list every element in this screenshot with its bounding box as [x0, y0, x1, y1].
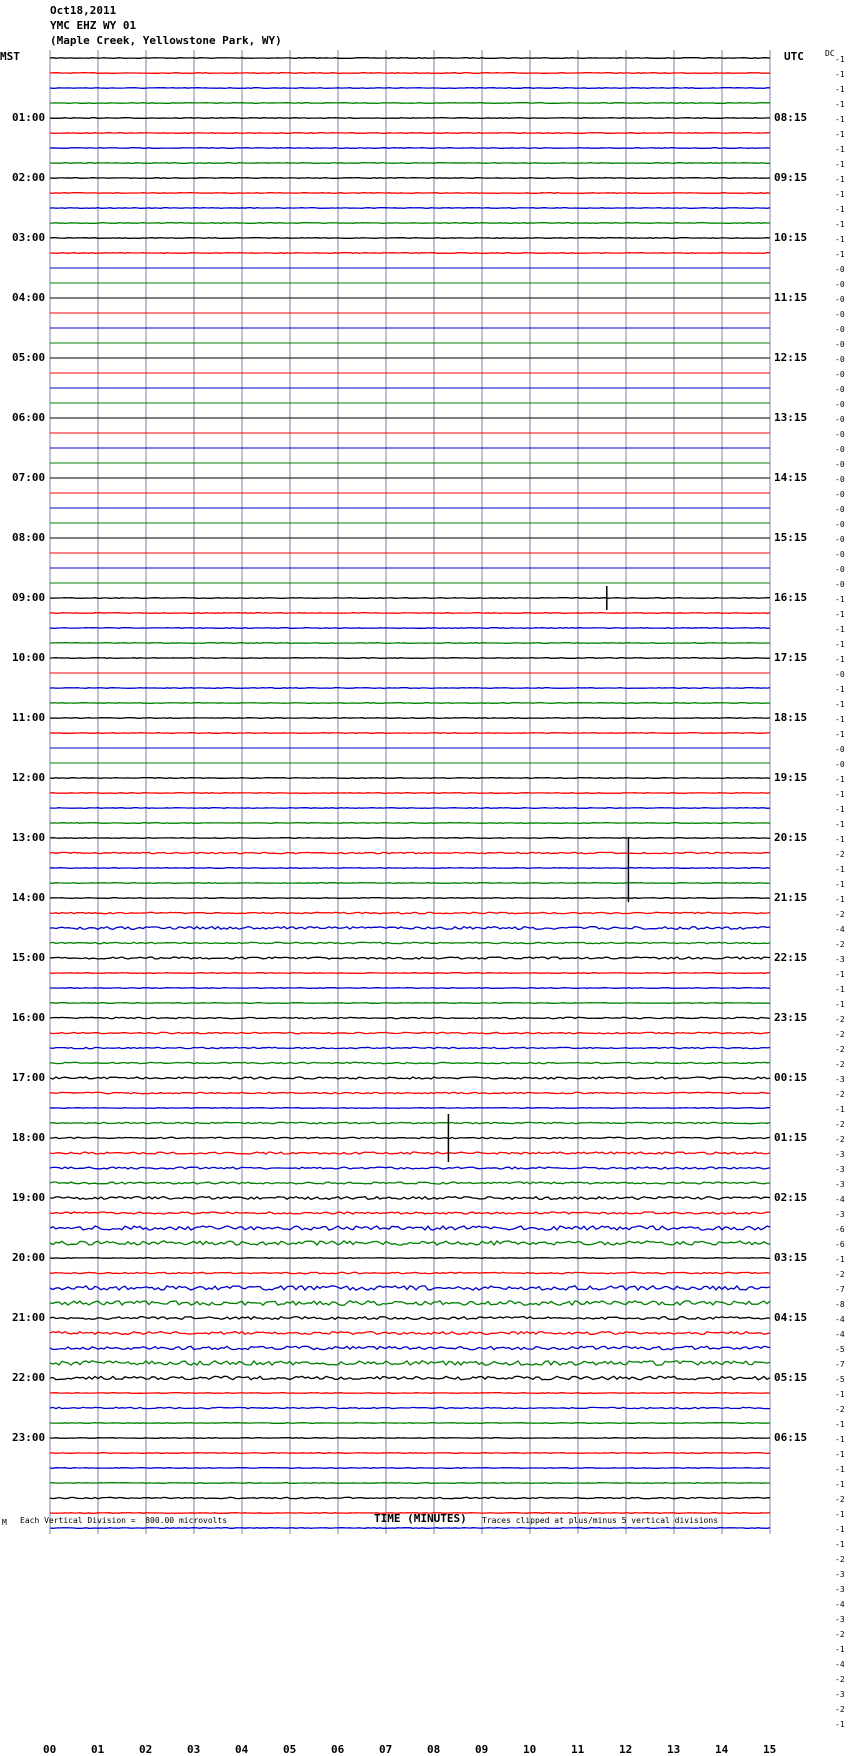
- dc-offset-label: -0: [835, 370, 845, 379]
- utc-hour-label: 05:15: [774, 1371, 808, 1384]
- trace-line: [50, 1301, 770, 1305]
- mst-hour-label: 22:00: [12, 1371, 46, 1384]
- trace-line: [50, 1152, 770, 1154]
- dc-offset-label: -1: [835, 835, 845, 844]
- trace-line: [50, 1393, 770, 1394]
- trace-line: [50, 1376, 770, 1379]
- dc-offset-label: -2: [835, 1270, 845, 1279]
- dc-offset-label: -0: [835, 280, 845, 289]
- dc-offset-label: -2: [835, 1555, 845, 1564]
- trace-line: [50, 1483, 770, 1484]
- trace-line: [50, 253, 770, 254]
- dc-offset-label: -4: [835, 1315, 845, 1324]
- dc-offset-label: -6: [835, 1240, 845, 1249]
- trace-line: [50, 223, 770, 224]
- trace-line: [50, 148, 770, 149]
- station-label: YMC EHZ WY 01: [50, 19, 137, 32]
- mst-hour-label: 01:00: [12, 111, 46, 124]
- dc-offset-label: -1: [835, 595, 845, 604]
- dc-offset-label: -1: [835, 625, 845, 634]
- trace-line: [50, 883, 770, 884]
- mst-hour-label: 16:00: [12, 1011, 46, 1024]
- mst-hour-label: 20:00: [12, 1251, 46, 1264]
- dc-offset-label: -1: [835, 730, 845, 739]
- utc-hour-label: 19:15: [774, 771, 808, 784]
- trace-line: [50, 1062, 770, 1063]
- mst-hour-label: 03:00: [12, 231, 46, 244]
- dc-offset-label: -0: [835, 580, 845, 589]
- trace-line: [50, 957, 770, 959]
- mst-hour-label: 11:00: [12, 711, 46, 724]
- mst-hour-label: 10:00: [12, 651, 46, 664]
- trace-line: [50, 1197, 770, 1200]
- dc-offset-label: -5: [835, 1345, 845, 1354]
- vertical-division-note: Each Vertical Division = 800.00 microvolts: [20, 1516, 228, 1525]
- dc-offset-label: -2: [835, 1630, 845, 1639]
- utc-hour-label: 10:15: [774, 231, 808, 244]
- mst-axis-title: MST: [0, 50, 20, 63]
- trace-line: [50, 988, 770, 989]
- dc-offset-label: -5: [835, 1375, 845, 1384]
- footer-mark: M: [2, 1518, 7, 1527]
- dc-offset-label: -0: [835, 325, 845, 334]
- dc-offset-label: -0: [835, 415, 845, 424]
- dc-offset-label: -8: [835, 1300, 845, 1309]
- dc-offset-label: -1: [835, 1450, 845, 1459]
- utc-hour-label: 06:15: [774, 1431, 808, 1444]
- dc-offset-label: -1: [835, 115, 845, 124]
- dc-offset-label: -1: [835, 145, 845, 154]
- trace-line: [50, 912, 770, 913]
- dc-offset-label: -3: [835, 1585, 845, 1594]
- dc-offset-label: -0: [835, 535, 845, 544]
- trace-line: [50, 178, 770, 179]
- x-tick-label: 04: [235, 1743, 249, 1756]
- dc-offset-label: -1: [835, 1525, 845, 1534]
- mst-hour-label: 18:00: [12, 1131, 46, 1144]
- location-label: (Maple Creek, Yellowstone Park, WY): [50, 34, 282, 47]
- dc-offset-label: -1: [835, 235, 845, 244]
- trace-line: [50, 1077, 770, 1079]
- dc-offset-label: -1: [835, 685, 845, 694]
- dc-offset-label: -1: [835, 655, 845, 664]
- dc-offset-label: -2: [835, 1090, 845, 1099]
- dc-offset-label: -0: [835, 445, 845, 454]
- dc-offset-label: -0: [835, 385, 845, 394]
- dc-offset-label: -2: [835, 850, 845, 859]
- dc-offset-label: -3: [835, 1570, 845, 1579]
- dc-offset-label: -1: [835, 715, 845, 724]
- x-tick-label: 06: [331, 1743, 345, 1756]
- trace-line: [50, 778, 770, 779]
- dc-offset-label: -1: [835, 1720, 845, 1729]
- dc-offset-label: -0: [835, 295, 845, 304]
- dc-offset-label: -3: [835, 1210, 845, 1219]
- trace-line: [50, 613, 770, 614]
- trace-line: [50, 1317, 770, 1320]
- trace-line: [50, 733, 770, 734]
- mst-hour-label: 13:00: [12, 831, 46, 844]
- dc-offset-label: -1: [835, 205, 845, 214]
- utc-hour-label: 22:15: [774, 951, 808, 964]
- utc-hour-label: 23:15: [774, 1011, 808, 1024]
- dc-offset-label: -1: [835, 160, 845, 169]
- utc-hour-label: 13:15: [774, 411, 808, 424]
- dc-offset-label: -0: [835, 340, 845, 349]
- trace-line: [50, 808, 770, 809]
- trace-line: [50, 838, 770, 839]
- dc-offset-label: -1: [835, 100, 845, 109]
- dc-offset-label: -3: [835, 1180, 845, 1189]
- date-label: Oct18,2011: [50, 4, 117, 17]
- dc-offset-label: -1: [835, 985, 845, 994]
- trace-line: [50, 703, 770, 704]
- trace-line: [50, 1528, 770, 1529]
- dc-offset-label: -1: [835, 880, 845, 889]
- trace-line: [50, 193, 770, 194]
- trace-line: [50, 1332, 770, 1335]
- trace-line: [50, 1182, 770, 1184]
- trace-line: [50, 1407, 770, 1408]
- dc-offset-label: -3: [835, 1150, 845, 1159]
- x-tick-label: 09: [475, 1743, 489, 1756]
- trace-line: [50, 852, 770, 853]
- trace-line: [50, 1258, 770, 1259]
- dc-offset-label: -1: [835, 895, 845, 904]
- x-tick-label: 12: [619, 1743, 633, 1756]
- dc-offset-label: -0: [835, 490, 845, 499]
- mst-hour-label: 15:00: [12, 951, 46, 964]
- dc-offset-label: -4: [835, 1330, 845, 1339]
- dc-offset-label: -0: [835, 310, 845, 319]
- trace-line: [50, 942, 770, 943]
- utc-hour-label: 08:15: [774, 111, 808, 124]
- dc-offset-label: -6: [835, 1225, 845, 1234]
- mst-hour-label: 04:00: [12, 291, 46, 304]
- dc-offset-label: -0: [835, 550, 845, 559]
- trace-line: [50, 793, 770, 794]
- utc-hour-label: 01:15: [774, 1131, 808, 1144]
- dc-offset-label: -2: [835, 1045, 845, 1054]
- trace-line: [50, 1047, 770, 1048]
- utc-hour-label: 18:15: [774, 711, 808, 724]
- dc-offset-label: -2: [835, 1405, 845, 1414]
- trace-line: [50, 718, 770, 719]
- dc-offset-label: -7: [835, 1360, 845, 1369]
- x-tick-label: 07: [379, 1743, 393, 1756]
- trace-line: [50, 1497, 770, 1498]
- dc-offset-label: -0: [835, 430, 845, 439]
- trace-line: [50, 238, 770, 239]
- dc-offset-label: -1: [835, 175, 845, 184]
- clipping-note: Traces clipped at plus/minus 5 vertical divisions: [482, 1516, 719, 1525]
- dc-offset-label: -1: [835, 1510, 845, 1519]
- trace-line: [50, 973, 770, 974]
- dc-offset-label: -0: [835, 670, 845, 679]
- dc-offset-label: -3: [835, 955, 845, 964]
- dc-offset-label: -1: [835, 55, 845, 64]
- dc-offset-label: -2: [835, 1675, 845, 1684]
- mst-hour-label: 23:00: [12, 1431, 46, 1444]
- x-tick-label: 05: [283, 1743, 297, 1756]
- trace-line: [50, 73, 770, 74]
- dc-offset-label: -0: [835, 760, 845, 769]
- dc-offset-label: -7: [835, 1285, 845, 1294]
- dc-offset-label: -1: [835, 190, 845, 199]
- mst-hour-label: 08:00: [12, 531, 46, 544]
- trace-line: [50, 1286, 770, 1290]
- trace-line: [50, 118, 770, 119]
- dc-offset-label: -0: [835, 475, 845, 484]
- dc-offset-label: -0: [835, 565, 845, 574]
- mst-hour-label: 02:00: [12, 171, 46, 184]
- dc-offset-label: -2: [835, 1030, 845, 1039]
- dc-offset-label: -1: [835, 775, 845, 784]
- dc-offset-label: -4: [835, 925, 845, 934]
- mst-hour-label: 12:00: [12, 771, 46, 784]
- dc-offset-label: -1: [835, 805, 845, 814]
- trace-line: [50, 1092, 770, 1093]
- utc-hour-label: 12:15: [774, 351, 808, 364]
- mst-hour-label: 09:00: [12, 591, 46, 604]
- trace-line: [50, 823, 770, 824]
- dc-offset-label: -0: [835, 460, 845, 469]
- trace-line: [50, 598, 770, 599]
- dc-offset-label: -1: [835, 85, 845, 94]
- mst-hour-label: 17:00: [12, 1071, 46, 1084]
- x-tick-label: 00: [43, 1743, 57, 1756]
- dc-offset-label: -3: [835, 1690, 845, 1699]
- trace-line: [50, 1167, 770, 1169]
- dc-offset-label: -1: [835, 1435, 845, 1444]
- trace-line: [50, 868, 770, 869]
- dc-offset-label: -3: [835, 1075, 845, 1084]
- trace-line: [50, 208, 770, 209]
- trace-line: [50, 133, 770, 134]
- trace-line: [50, 1137, 770, 1138]
- x-tick-label: 11: [571, 1743, 585, 1756]
- utc-hour-label: 03:15: [774, 1251, 808, 1264]
- trace-line: [50, 1003, 770, 1004]
- x-tick-label: 13: [667, 1743, 681, 1756]
- x-tick-label: 03: [187, 1743, 201, 1756]
- trace-line: [50, 88, 770, 89]
- dc-offset-label: -2: [835, 1495, 845, 1504]
- dc-offset-label: -1: [835, 820, 845, 829]
- dc-offset-label: -2: [835, 910, 845, 919]
- dc-offset-label: -2: [835, 1705, 845, 1714]
- trace-line: [50, 1453, 770, 1454]
- dc-offset-label: -1: [835, 790, 845, 799]
- trace-line: [50, 1468, 770, 1469]
- dc-offset-label: -0: [835, 505, 845, 514]
- dc-offset-label: -1: [835, 250, 845, 259]
- trace-line: [50, 1226, 770, 1230]
- trace-line: [50, 658, 770, 659]
- dc-offset-label: -1: [835, 1465, 845, 1474]
- dc-offset-label: -1: [835, 970, 845, 979]
- utc-hour-label: 14:15: [774, 471, 808, 484]
- dc-offset-label: -1: [835, 865, 845, 874]
- dc-offset-label: -0: [835, 355, 845, 364]
- trace-line: [50, 643, 770, 644]
- utc-hour-label: 11:15: [774, 291, 808, 304]
- trace-line: [50, 898, 770, 899]
- utc-hour-label: 16:15: [774, 591, 808, 604]
- dc-offset-label: -1: [835, 640, 845, 649]
- mst-hour-label: 07:00: [12, 471, 46, 484]
- dc-offset-label: -1: [835, 130, 845, 139]
- x-tick-label: 14: [715, 1743, 729, 1756]
- x-axis-label: TIME (MINUTES): [374, 1512, 467, 1525]
- mst-hour-label: 21:00: [12, 1311, 46, 1324]
- dc-offset-label: -0: [835, 265, 845, 274]
- dc-offset-label: -1: [835, 610, 845, 619]
- dc-offset-label: -1: [835, 1105, 845, 1114]
- dc-offset-label: -2: [835, 1060, 845, 1069]
- x-tick-label: 01: [91, 1743, 105, 1756]
- x-tick-label: 15: [763, 1743, 777, 1756]
- dc-offset-label: -2: [835, 1015, 845, 1024]
- utc-hour-label: 15:15: [774, 531, 808, 544]
- trace-line: [50, 1423, 770, 1424]
- dc-offset-label: -1: [835, 1480, 845, 1489]
- dc-label: DC: [825, 49, 835, 58]
- dc-offset-label: -1: [835, 1540, 845, 1549]
- dc-offset-label: -1: [835, 1000, 845, 1009]
- mst-hour-label: 14:00: [12, 891, 46, 904]
- trace-line: [50, 1361, 770, 1365]
- dc-offset-label: -1: [835, 220, 845, 229]
- utc-hour-label: 00:15: [774, 1071, 808, 1084]
- dc-offset-label: -4: [835, 1660, 845, 1669]
- x-tick-label: 02: [139, 1743, 153, 1756]
- trace-line: [50, 628, 770, 629]
- mst-hour-label: 06:00: [12, 411, 46, 424]
- trace-line: [50, 1122, 770, 1123]
- trace-line: [50, 58, 770, 59]
- utc-hour-label: 09:15: [774, 171, 808, 184]
- trace-line: [50, 688, 770, 689]
- utc-hour-label: 17:15: [774, 651, 808, 664]
- dc-offset-label: -0: [835, 745, 845, 754]
- dc-offset-label: -3: [835, 1165, 845, 1174]
- trace-line: [50, 1346, 770, 1349]
- dc-offset-label: -1: [835, 700, 845, 709]
- dc-offset-label: -1: [835, 1420, 845, 1429]
- x-tick-label: 10: [523, 1743, 537, 1756]
- mst-hour-label: 05:00: [12, 351, 46, 364]
- x-tick-label: 08: [427, 1743, 441, 1756]
- trace-line: [50, 1241, 770, 1245]
- dc-offset-label: -4: [835, 1195, 845, 1204]
- trace-line: [50, 1032, 770, 1033]
- trace-line: [50, 1438, 770, 1439]
- dc-offset-label: -3: [835, 1615, 845, 1624]
- dc-offset-label: -0: [835, 400, 845, 409]
- utc-hour-label: 04:15: [774, 1311, 808, 1324]
- trace-line: [50, 1212, 770, 1214]
- utc-axis-title: UTC: [784, 50, 804, 63]
- trace-line: [50, 1108, 770, 1109]
- trace-line: [50, 1272, 770, 1273]
- dc-offset-label: -1: [835, 1390, 845, 1399]
- mst-hour-label: 19:00: [12, 1191, 46, 1204]
- dc-offset-label: -4: [835, 1600, 845, 1609]
- utc-hour-label: 21:15: [774, 891, 808, 904]
- trace-line: [50, 163, 770, 164]
- dc-offset-label: -2: [835, 1120, 845, 1129]
- utc-hour-label: 20:15: [774, 831, 808, 844]
- trace-line: [50, 927, 770, 930]
- dc-offset-label: -2: [835, 940, 845, 949]
- dc-offset-label: -1: [835, 70, 845, 79]
- dc-offset-label: -2: [835, 1135, 845, 1144]
- trace-line: [50, 103, 770, 104]
- trace-line: [50, 1017, 770, 1018]
- dc-offset-label: -1: [835, 1255, 845, 1264]
- dc-offset-label: -1: [835, 1645, 845, 1654]
- utc-hour-label: 02:15: [774, 1191, 808, 1204]
- dc-offset-label: -0: [835, 520, 845, 529]
